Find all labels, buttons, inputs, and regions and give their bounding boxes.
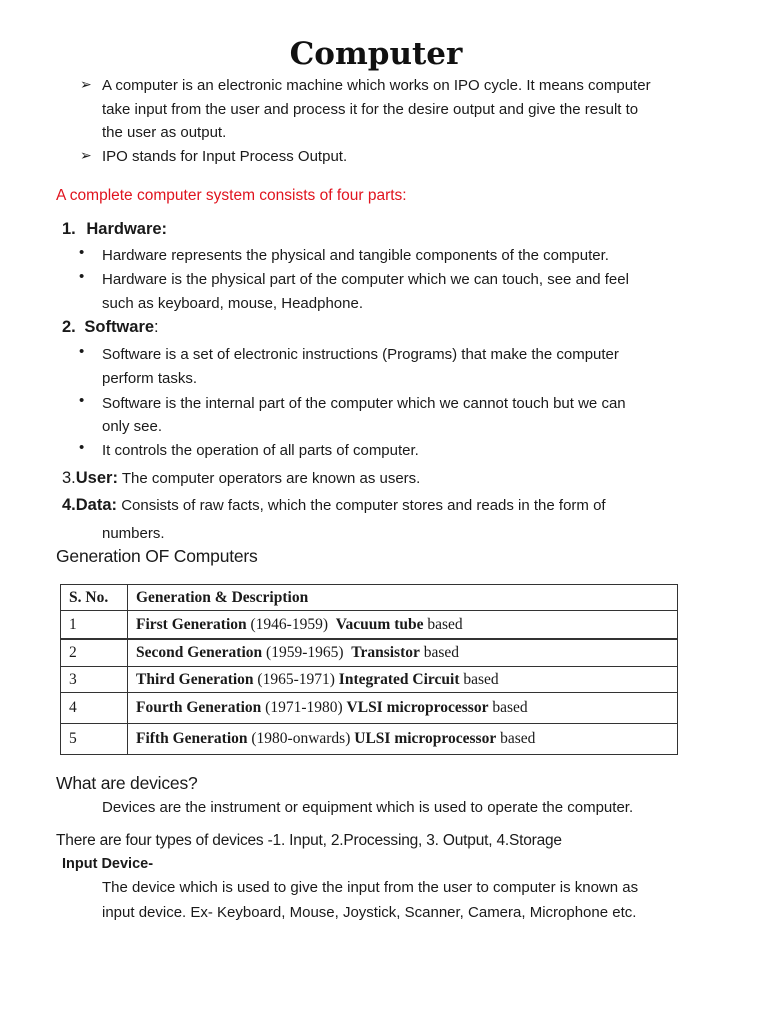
dot-bullet-icon: • bbox=[79, 439, 85, 456]
software-bullet-2-line-2: only see. bbox=[102, 418, 163, 435]
devices-text: Devices are the instrument or equipment which is used to operate the computer. bbox=[102, 799, 634, 816]
page-title: Computer bbox=[289, 36, 463, 72]
generation-suffix: based bbox=[492, 699, 528, 716]
generation-suffix: based bbox=[427, 615, 463, 633]
arrow-bullet-icon: ➢ bbox=[80, 147, 92, 163]
dot-bullet-icon: • bbox=[79, 268, 85, 285]
generation-name: Third Generation bbox=[136, 670, 254, 688]
generation-tech: VLSI microprocessor bbox=[346, 699, 489, 716]
software-bullet-2-line-1: Software is the internal part of the computer which we cannot touch but we can bbox=[102, 395, 626, 412]
row-number: 3 bbox=[61, 667, 128, 693]
generation-name: First Generation bbox=[136, 615, 247, 633]
column-header-sno: S. No. bbox=[61, 585, 128, 611]
generation-years: (1971-1980) bbox=[265, 699, 343, 716]
hardware-bullet-2-line-1: Hardware is the physical part of the computer which we can touch, see and feel bbox=[102, 271, 629, 288]
input-device-line-1: The device which is used to give the input from the user to computer is known as bbox=[102, 879, 639, 896]
generation-years: (1980-onwards) bbox=[251, 730, 351, 747]
table-row bbox=[61, 667, 678, 693]
software-bullet-1-line-2: perform tasks. bbox=[102, 370, 198, 387]
parts-heading: A complete computer system consists of four parts: bbox=[56, 187, 407, 204]
generation-tech: ULSI microprocessor bbox=[354, 730, 497, 747]
generation-suffix: based bbox=[500, 730, 536, 747]
hardware-number: 1. bbox=[62, 220, 76, 238]
generation-suffix: based bbox=[423, 644, 460, 661]
software-label: Software bbox=[84, 318, 155, 336]
user-number: 3. bbox=[62, 469, 76, 487]
generation-years: (1946-1959) bbox=[250, 615, 329, 633]
generation-tech: Vacuum tube bbox=[335, 615, 424, 633]
input-device-label: Input Device- bbox=[62, 856, 154, 872]
intro-line-1: A computer is an electronic machine which works on IPO cycle. It means computer bbox=[102, 77, 651, 94]
generation-name: Second Generation bbox=[136, 644, 263, 661]
table-row bbox=[61, 724, 678, 755]
user-item bbox=[62, 467, 420, 491]
intro-ipo: IPO stands for Input Process Output. bbox=[102, 148, 348, 165]
generations-table bbox=[60, 584, 678, 755]
user-text: The computer operators are known as users. bbox=[121, 470, 421, 487]
row-number: 1 bbox=[61, 611, 128, 640]
generation-tech: Integrated Circuit bbox=[338, 670, 460, 688]
generation-cell bbox=[128, 724, 678, 755]
devices-heading: What are devices? bbox=[56, 773, 198, 793]
table-row bbox=[61, 639, 678, 667]
software-colon: : bbox=[154, 318, 159, 336]
generation-name: Fifth Generation bbox=[136, 730, 248, 747]
device-types: There are four types of devices -1. Input, 2.Processing, 3. Output, 4.Storage bbox=[56, 832, 562, 849]
generation-tech: Transistor bbox=[351, 644, 420, 661]
dot-bullet-icon: • bbox=[79, 343, 85, 360]
table-row bbox=[61, 611, 678, 640]
generation-cell bbox=[128, 611, 678, 640]
intro-line-3: the user as output. bbox=[102, 124, 227, 141]
user-label: User: bbox=[75, 469, 118, 487]
generation-years: (1965-1971) bbox=[257, 670, 335, 688]
arrow-bullet-icon: ➢ bbox=[80, 76, 92, 92]
column-header-generation: Generation & Description bbox=[128, 585, 678, 611]
data-text-line-2: numbers. bbox=[102, 525, 165, 542]
generation-years: (1959-1965) bbox=[266, 644, 344, 661]
generation-cell bbox=[128, 667, 678, 693]
software-heading bbox=[62, 318, 159, 337]
generation-cell bbox=[128, 693, 678, 724]
data-number: 4. bbox=[62, 496, 76, 514]
generations-heading: Generation OF Computers bbox=[56, 546, 258, 566]
hardware-label: Hardware: bbox=[86, 220, 168, 238]
row-number: 2 bbox=[61, 639, 128, 667]
table-row bbox=[61, 693, 678, 724]
row-number: 5 bbox=[61, 724, 128, 755]
row-number: 4 bbox=[61, 693, 128, 724]
hardware-bullet-2-line-2: such as keyboard, mouse, Headphone. bbox=[102, 295, 363, 312]
generation-name: Fourth Generation bbox=[136, 699, 262, 716]
dot-bullet-icon: • bbox=[79, 244, 85, 261]
intro-line-2: take input from the user and process it for the desire output and give the result to bbox=[102, 101, 639, 118]
table-header-row bbox=[61, 585, 678, 611]
dot-bullet-icon: • bbox=[79, 392, 85, 409]
software-number: 2. bbox=[62, 318, 76, 336]
software-bullet-3: It controls the operation of all parts of computer. bbox=[102, 442, 419, 459]
hardware-bullet-1: Hardware represents the physical and tangible components of the computer. bbox=[102, 247, 609, 264]
data-label: Data: bbox=[75, 496, 118, 514]
data-text: Consists of raw facts, which the computer stores and reads in the form of bbox=[121, 497, 606, 514]
generation-suffix: based bbox=[463, 670, 499, 688]
generation-cell bbox=[128, 639, 678, 667]
data-item bbox=[62, 494, 606, 518]
hardware-heading bbox=[62, 220, 167, 239]
software-bullet-1-line-1: Software is a set of electronic instructions (Programs) that make the computer bbox=[102, 346, 619, 363]
input-device-line-2: input device. Ex- Keyboard, Mouse, Joystick, Scanner, Camera, Microphone etc. bbox=[102, 904, 637, 921]
